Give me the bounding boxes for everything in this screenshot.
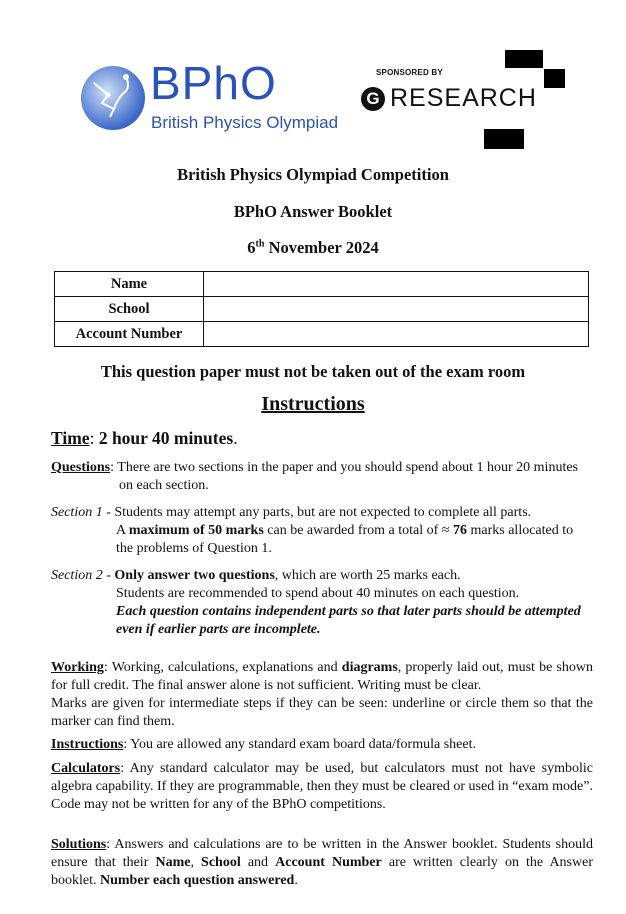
- working-paragraph: Working: Working, calculations, explanations and diagrams, properly laid out, must be shown for full credit. The final answer alone is not sufficient. Writing must be clear. Marks are given for intermediate steps if they can be seen: underline or circle them so that the marker can find them.: [51, 660, 593, 729]
- exam-date: 6th November 2024: [247, 238, 379, 257]
- sponsor-label: SPONSORED BY: [376, 68, 443, 77]
- section-1-paragraph: Section 1 - Students may attempt any parts, but are not expected to complete all parts. A maximum of 50 marks can be awarded from a total of ≈ 76 marks allocated to the problems of Question 1.: [51, 505, 574, 556]
- table-row: [55, 297, 589, 322]
- section-2-paragraph: Section 2 - Only answer two questions, which are worth 25 marks each. Students are recommended to spend about 40 minutes on each question. Each question contains independent parts so that later parts should be attempted even if earlier parts are incomplete.: [51, 568, 581, 637]
- decorative-block-3: [484, 129, 524, 149]
- questions-paragraph: Questions: There are two sections in the paper and you should spend about 1 hour 20 minutes on each section.: [51, 460, 578, 493]
- solutions-paragraph: Solutions: Answers and calculations are to be written in the Answer booklet. Students should ensure that their Name, School and Account Number are written clearly on the Answer booklet. Number each question answered.: [51, 837, 593, 888]
- name-label: Name: [55, 272, 204, 297]
- school-field[interactable]: [204, 297, 589, 322]
- competition-title: British Physics Olympiad Competition: [177, 165, 449, 184]
- instructions-note: Instructions: You are allowed any standard exam board data/formula sheet.: [51, 737, 476, 752]
- instructions-heading: Instructions: [261, 393, 365, 415]
- name-field[interactable]: [204, 272, 589, 297]
- account-number-field[interactable]: [204, 322, 589, 347]
- account-number-label: Account Number: [55, 322, 204, 347]
- warning-text: This question paper must not be taken out of the exam room: [100, 362, 526, 381]
- time-line: Time: 2 hour 40 minutes.: [51, 428, 238, 448]
- g-research-icon: G: [361, 87, 385, 111]
- candidate-info-table: [54, 271, 589, 347]
- booklet-title: BPhO Answer Booklet: [233, 202, 393, 221]
- logo-subtitle: British Physics Olympiad: [151, 113, 339, 132]
- decorative-block-2: [544, 69, 565, 88]
- table-row: [55, 322, 589, 347]
- decorative-block-1: [505, 50, 543, 68]
- calculators-paragraph: Calculators: Any standard calculator may be used, but calculators must not have symbolic algebra capability. If they are programmable, then they must be cleared or used in “exam mode”. Code may not be written for any of the BPhO competitions.: [51, 761, 593, 812]
- sponsor-name: RESEARCH: [390, 84, 537, 112]
- table-row: [55, 272, 589, 297]
- bpho-logo-icon: [80, 65, 146, 131]
- school-label: School: [55, 297, 204, 322]
- logo-title: BPhO: [150, 57, 277, 109]
